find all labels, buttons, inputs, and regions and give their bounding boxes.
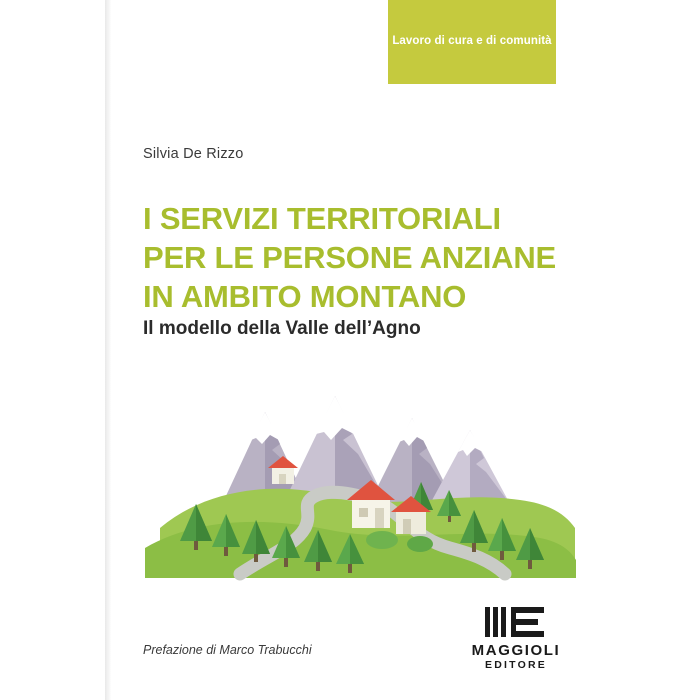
spine-shadow (105, 0, 111, 700)
title-line-3: IN AMBITO MONTANO (143, 278, 467, 314)
page-subtitle: Il modello della Valle dell’Agno (143, 318, 421, 339)
preface-credit: Prefazione di Marco Trabucchi (143, 643, 312, 657)
publisher-logo (470, 605, 562, 671)
series-label: Lavoro di cura e di comunità (392, 35, 552, 48)
title-line-1: I SERVIZI TERRITORIALI (143, 201, 501, 236)
title-line-2: PER LE PERSONE ANZIANE (143, 239, 557, 275)
page-edge (0, 0, 105, 700)
maggioli-mark-icon (485, 605, 547, 639)
cover-illustration (120, 378, 580, 588)
series-banner (388, 0, 556, 84)
bush-icon (366, 531, 398, 549)
publisher-name: MAGGIOLI (471, 642, 561, 659)
author-name: Silvia De Rizzo (143, 146, 244, 162)
publisher-subtitle: EDITORE (485, 658, 547, 671)
page-title (143, 200, 573, 316)
bush-icon (407, 536, 433, 552)
